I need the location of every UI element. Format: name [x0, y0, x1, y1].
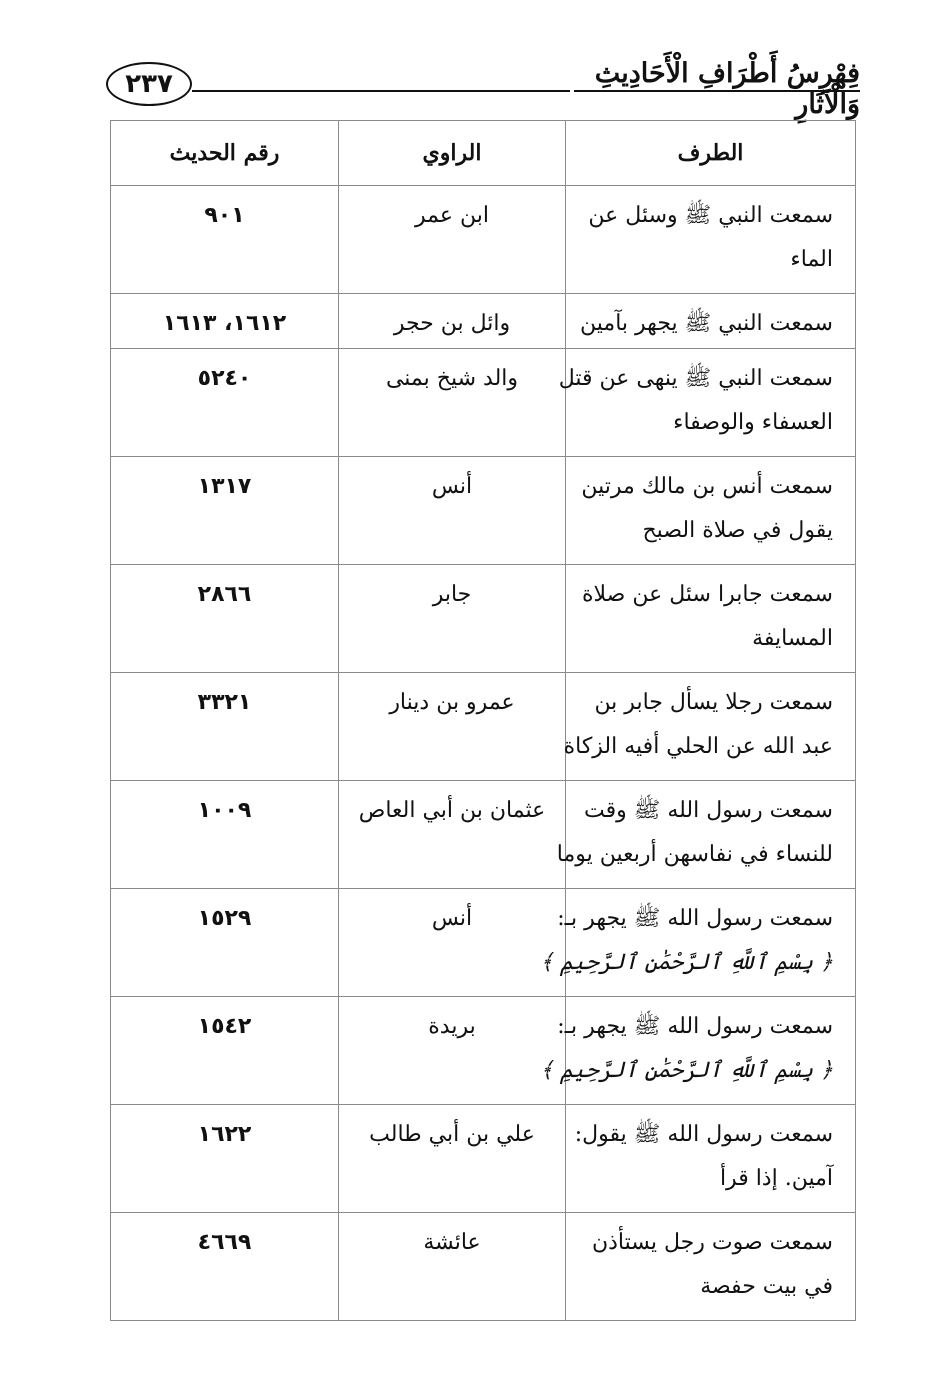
tarf-cell: [566, 1105, 856, 1213]
tarf-cell: [566, 294, 856, 349]
rawi-cell: علي بن أبي طالب: [339, 1105, 566, 1213]
rawi-cell: عمرو بن دينار: [339, 673, 566, 781]
tarf-cell: [540, 997, 856, 1105]
table-row: [111, 349, 856, 457]
table-row: [111, 294, 856, 349]
tarf-line: العسفاء والوصفاء: [673, 410, 833, 435]
tarf-line: سمعت النبي ﷺ يجهر بآمين: [580, 311, 833, 336]
basmala-verse: ﴿ بِسْمِ ٱللَّهِ ٱلرَّحْمَٰنِ ٱلرَّحِيمِ ﴾: [540, 1058, 833, 1083]
table-row: [111, 457, 856, 565]
tarf-line: سمعت رجلا يسأل جابر بن: [594, 690, 833, 715]
tarf-cell: [563, 673, 856, 781]
table-row: [111, 565, 856, 673]
tarf-cell: [556, 781, 856, 889]
table-row: [111, 997, 856, 1105]
tarf-line: يقول في صلاة الصبح: [642, 518, 833, 543]
table-row: [111, 781, 856, 889]
rawi-cell: أنس: [339, 889, 566, 997]
rawi-cell: أنس: [339, 457, 566, 565]
header-rule: [192, 90, 570, 92]
tarf-line: سمعت رسول الله ﷺ يقول:: [574, 1122, 833, 1147]
hadith-index-table: [110, 120, 856, 1321]
hadith-number-cell: ١٦٢٢: [111, 1105, 339, 1213]
hadith-number-cell: ١٦١٢، ١٦١٣: [111, 294, 339, 349]
rawi-cell: عائشة: [339, 1213, 566, 1321]
table-row: [111, 1213, 856, 1321]
hadith-number-cell: ٩٠١: [111, 186, 339, 294]
rawi-cell: وائل بن حجر: [339, 294, 566, 349]
page-header: [100, 48, 860, 118]
rawi-cell: والد شيخ بمنى: [339, 349, 566, 457]
table-header-row: [111, 121, 856, 186]
column-header-rawi: الراوي: [339, 121, 566, 186]
column-header-hadith-number: رقم الحديث: [111, 121, 339, 186]
tarf-line: الماء: [790, 247, 833, 272]
tarf-line: عبد الله عن الحلي أفيه الزكاة: [563, 734, 833, 759]
hadith-number-cell: ١٠٠٩: [111, 781, 339, 889]
tarf-line: سمعت رسول الله ﷺ يجهر بـ:: [557, 1014, 833, 1039]
tarf-cell: [566, 457, 856, 565]
table-row: [111, 673, 856, 781]
index-table-wrapper: [110, 120, 848, 1321]
hadith-number-cell: ١٥٢٩: [111, 889, 339, 997]
tarf-cell: [558, 349, 856, 457]
running-title: فِهْرِسُ أَطْرَافِ الْأَحَادِيثِ وَالْآثَارِ: [594, 58, 860, 120]
rawi-cell: جابر: [339, 565, 566, 673]
table-row: [111, 1105, 856, 1213]
hadith-number-cell: ٤٦٦٩: [111, 1213, 339, 1321]
tarf-line: للنساء في نفاسهن أربعين يوما: [556, 842, 833, 867]
page-number: ٢٣٧: [106, 62, 192, 106]
title-underline: [574, 90, 860, 92]
tarf-cell: [566, 1213, 856, 1321]
column-header-tarf: الطرف: [566, 121, 856, 186]
tarf-line: سمعت رسول الله ﷺ يجهر بـ:: [557, 906, 833, 931]
tarf-line: سمعت أنس بن مالك مرتين: [581, 474, 833, 499]
tarf-cell: [540, 889, 856, 997]
rawi-cell: ابن عمر: [339, 186, 566, 294]
tarf-line: آمين. إذا قرأ: [719, 1166, 833, 1191]
hadith-number-cell: ٢٨٦٦: [111, 565, 339, 673]
rawi-cell: عثمان بن أبي العاص: [339, 781, 566, 889]
rawi-cell: بريدة: [339, 997, 566, 1105]
tarf-line: في بيت حفصة: [700, 1274, 833, 1299]
basmala-verse: ﴿ بِسْمِ ٱللَّهِ ٱلرَّحْمَٰنِ ٱلرَّحِيمِ ﴾: [540, 950, 833, 975]
hadith-number-cell: ١٥٤٢: [111, 997, 339, 1105]
hadith-number-cell: ٥٢٤٠: [111, 349, 339, 457]
tarf-line: سمعت صوت رجل يستأذن: [591, 1230, 833, 1255]
tarf-cell: [566, 186, 856, 294]
tarf-line: سمعت رسول الله ﷺ وقت: [584, 798, 833, 823]
tarf-line: سمعت النبي ﷺ ينهى عن قتل: [558, 366, 833, 391]
tarf-line: سمعت جابرا سئل عن صلاة: [582, 582, 833, 607]
table-row: [111, 186, 856, 294]
table-row: [111, 889, 856, 997]
hadith-number-cell: ١٣١٧: [111, 457, 339, 565]
tarf-cell: [566, 565, 856, 673]
tarf-line: المسايفة: [752, 626, 833, 651]
hadith-number-cell: ٣٣٢١: [111, 673, 339, 781]
tarf-line: سمعت النبي ﷺ وسئل عن: [588, 203, 833, 228]
